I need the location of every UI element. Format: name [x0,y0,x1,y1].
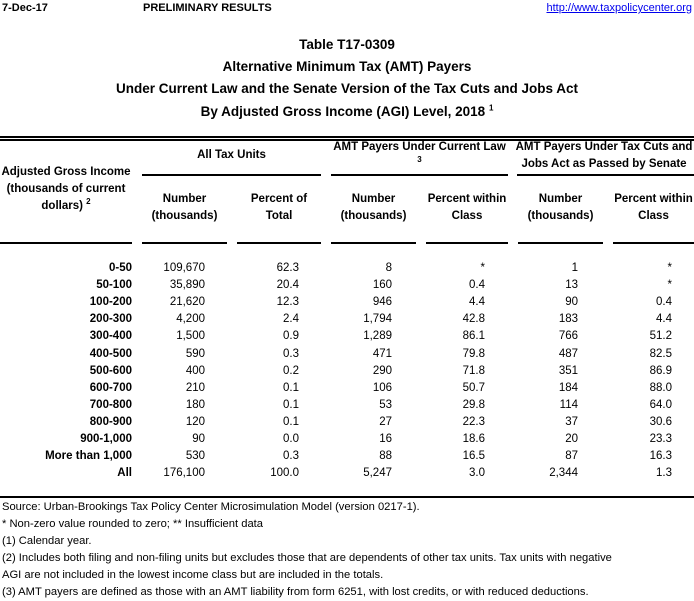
all-percent-cell: 100.0 [270,467,299,480]
senate-number-cell: 351 [558,364,578,377]
senate-percent-cell: 64.0 [649,398,672,411]
current-percent-cell: 79.8 [462,347,485,360]
group-current-text: AMT Payers Under Current Law [333,141,506,153]
current-number-cell: 27 [379,415,392,428]
agi-cell: 300-400 [89,330,132,343]
footnote-ref: 1 [488,103,494,113]
senate-number-cell: 90 [565,296,578,309]
all-percent-cell: 0.1 [283,398,299,411]
subheader-senate-number: Number (thousands) [527,193,594,222]
senate-number-cell: 2,344 [549,467,578,480]
all-number-cell: 590 [185,347,205,360]
title-line-1: Alternative Minimum Tax (AMT) Payers [222,59,472,74]
note-asterisk: * Non-zero value rounded to zero; ** Insufficient data [2,518,263,530]
senate-percent-cell: 1.3 [656,467,672,480]
current-number-cell: 1,289 [363,330,392,343]
footnote-ref: 3 [417,155,422,165]
note-2-cont: AGI are not included in the lowest income class but are included in the totals. [2,569,384,581]
current-number-cell: 88 [379,450,392,463]
senate-percent-cell: * [667,279,672,292]
note-2: (2) Includes both filing and non-filing units but excludes those that are dependents of other tax units. Tax units with negative [2,552,612,564]
all-number-cell: 4,200 [176,313,205,326]
agi-cell: 100-200 [89,296,132,309]
col-rule-2 [237,242,321,244]
agi-cell: 500-600 [89,364,132,377]
all-number-cell: 176,100 [163,467,205,480]
current-percent-cell: 4.4 [469,296,485,309]
current-percent-cell: 29.8 [462,398,485,411]
group-header-senate: AMT Payers Under Tax Cuts and Jobs Act as Passed by Senate [515,141,693,170]
all-percent-cell: 0.3 [283,347,299,360]
subheader-senate-percent: Percent within Class [614,193,693,222]
all-number-cell: 120 [185,415,205,428]
all-number-cell: 35,890 [169,279,205,292]
agi-cell: 50-100 [96,279,132,292]
agi-cell: 900-1,000 [80,433,132,445]
senate-percent-cell: 0.4 [656,296,672,309]
current-percent-cell: 18.6 [462,433,485,445]
agi-cell: 800-900 [89,415,132,428]
all-number-cell: 180 [185,398,205,411]
agi-cell: All [117,467,132,480]
all-percent-cell: 0.1 [283,415,299,428]
subheader-current-percent: Percent within Class [427,193,507,222]
agi-cell: 200-300 [89,313,132,326]
col-rule-5 [518,242,603,244]
title-line-3 [0,104,694,119]
all-percent-cell: 62.3 [276,262,299,274]
current-number-cell: 8 [385,262,392,274]
current-number-cell: 5,247 [363,467,392,480]
title-line-3-text: By Adjusted Gross Income (AGI) Level, 2018 [200,104,486,119]
senate-percent-cell: * [667,262,672,274]
subheader-all-number: Number (thousands) [151,193,218,222]
senate-number-cell: 114 [559,398,578,411]
senate-percent-cell: 4.4 [656,313,672,326]
col-rule-3 [331,242,416,244]
current-percent-cell: 50.7 [462,381,485,394]
note-source: Source: Urban-Brookings Tax Policy Center Microsimulation Model (version 0217-1). [2,501,420,513]
senate-percent-cell: 51.2 [649,330,672,343]
all-number-cell: 109,670 [163,262,205,274]
current-percent-cell: 16.5 [462,450,485,463]
status-label: PRELIMINARY RESULTS [143,2,272,14]
current-percent-cell: 3.0 [469,467,485,480]
current-percent-cell: 86.1 [462,330,485,343]
all-number-cell: 210 [185,381,205,394]
subheader-all-percent: Percent of Total [250,193,308,222]
senate-percent-cell: 88.0 [649,381,672,394]
all-number-cell: 530 [185,450,205,463]
agi-cell: More than 1,000 [45,450,132,463]
senate-number-cell: 184 [558,381,578,394]
current-number-cell: 16 [379,433,392,445]
top-rule [0,136,694,138]
bottom-rule [0,496,694,498]
current-number-cell: 1,794 [363,313,392,326]
all-percent-cell: 12.3 [276,296,299,309]
all-number-cell: 1,500 [176,330,205,343]
current-percent-cell: * [480,262,485,274]
current-number-cell: 106 [372,381,392,394]
current-number-cell: 290 [372,364,392,377]
current-number-cell: 471 [372,347,392,360]
senate-percent-cell: 82.5 [649,347,672,360]
all-percent-cell: 2.4 [283,313,299,326]
all-number-cell: 400 [185,364,205,377]
group-rule-all [142,174,321,176]
group-rule-current [331,174,508,176]
senate-number-cell: 487 [558,347,578,360]
senate-number-cell: 87 [565,450,578,463]
agi-cell: 400-500 [89,347,132,360]
current-percent-cell: 0.4 [469,279,485,292]
senate-number-cell: 183 [558,313,578,326]
current-percent-cell: 22.3 [462,415,485,428]
all-percent-cell: 0.0 [283,433,299,445]
report-date: 7-Dec-17 [2,2,48,14]
current-percent-cell: 42.8 [462,313,485,326]
senate-percent-cell: 30.6 [649,415,672,428]
current-percent-cell: 71.8 [462,364,485,377]
all-number-cell: 90 [192,433,205,445]
all-percent-cell: 0.9 [283,330,299,343]
group-rule-senate [517,174,694,176]
agi-cell: 600-700 [89,381,132,394]
current-number-cell: 946 [372,296,392,309]
title-line-2: Under Current Law and the Senate Version of the Tax Cuts and Jobs Act [115,81,579,96]
senate-percent-cell: 86.9 [649,364,672,377]
agi-column-header [0,164,132,215]
senate-number-cell: 37 [565,415,578,428]
agi-cell: 0-50 [108,262,132,274]
all-percent-cell: 0.3 [283,450,299,463]
footnote-ref: 2 [86,197,91,207]
current-number-cell: 53 [379,398,392,411]
senate-number-cell: 13 [565,279,578,292]
note-1: (1) Calendar year. [2,535,92,547]
col-rule-6 [613,242,694,244]
subheader-current-number: Number (thousands) [340,193,407,222]
all-percent-cell: 20.4 [276,279,299,292]
note-3: (3) AMT payers are defined as those with an AMT liability from form 6251, with lost credits, or with reduced deductions. [2,586,589,598]
agi-cell: 700-800 [89,398,132,411]
col-rule-4 [426,242,508,244]
senate-percent-cell: 16.3 [649,450,672,463]
senate-percent-cell: 23.3 [649,433,672,445]
table-id: Table T17-0309 [299,37,395,52]
senate-number-cell: 1 [571,262,578,274]
senate-number-cell: 766 [558,330,578,343]
group-header-current-law [331,139,508,173]
all-number-cell: 21,620 [169,296,205,309]
source-link[interactable]: http://www.taxpolicycenter.org [546,2,692,14]
all-percent-cell: 0.1 [283,381,299,394]
group-header-all-tax-units: All Tax Units [197,149,266,161]
all-percent-cell: 0.2 [283,364,299,377]
col-rule-agi [0,242,132,244]
senate-number-cell: 20 [565,433,578,445]
col-rule-1 [142,242,227,244]
current-number-cell: 160 [372,279,392,292]
agi-header-text: Adjusted Gross Income (thousands of current dollars) [1,166,131,212]
